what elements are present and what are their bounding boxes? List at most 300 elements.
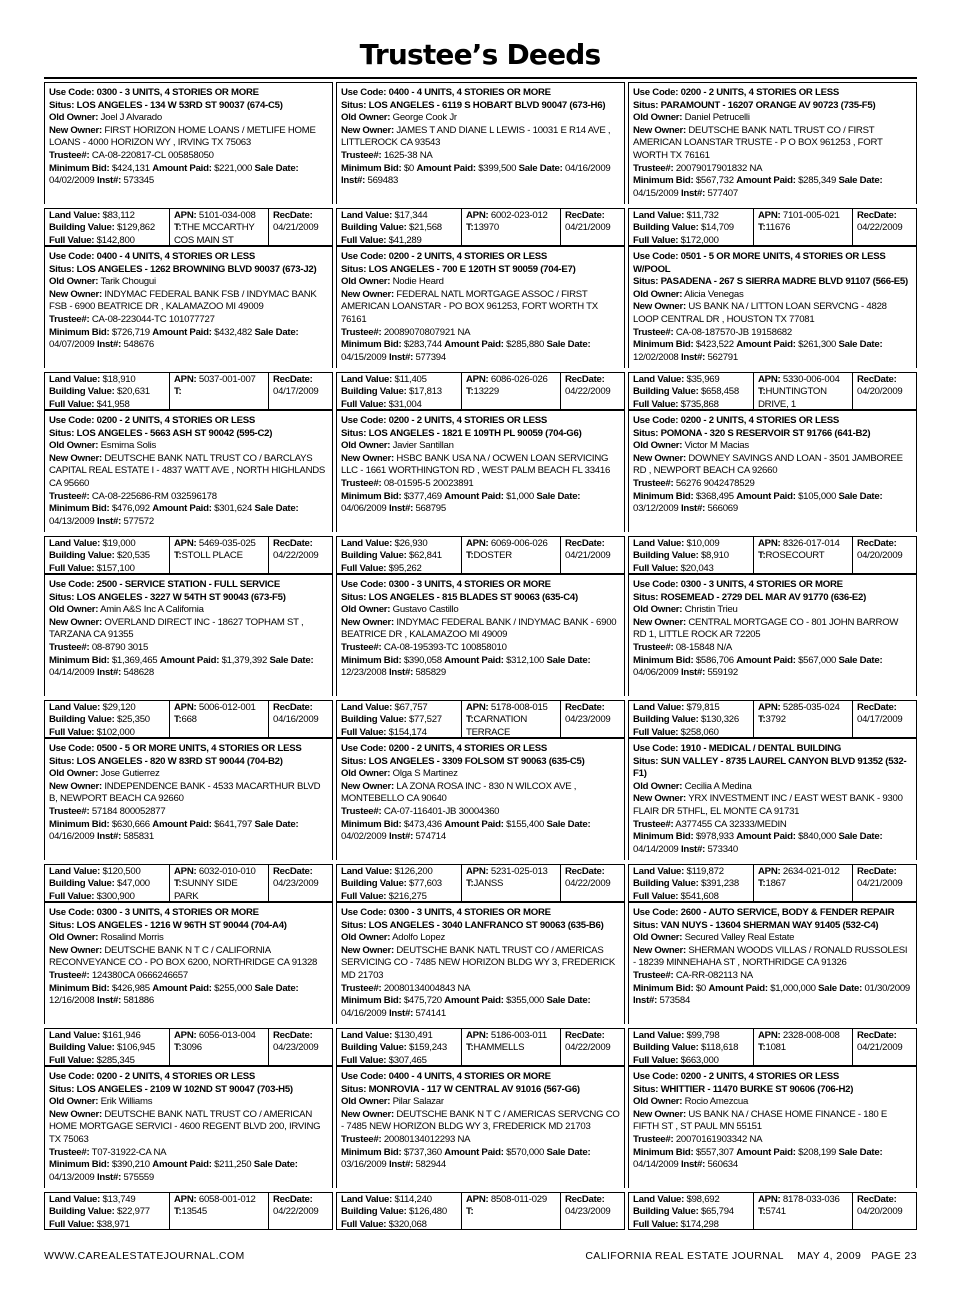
apn-cell <box>461 1029 560 1065</box>
values-cell <box>45 701 169 737</box>
deed-record <box>336 574 625 738</box>
full-value: $31,004 <box>388 398 422 409</box>
land-value-label: Land Value: <box>341 1194 393 1205</box>
land-value-label: Land Value: <box>341 210 393 221</box>
inst-label: Inst#: <box>633 995 658 1007</box>
deed-record <box>628 902 917 1066</box>
sale-date: 04/14/2009 <box>633 843 679 855</box>
old-owner-label: Old Owner: <box>341 604 391 616</box>
apn-cell <box>461 1193 560 1229</box>
full-value: $541,608 <box>680 890 719 901</box>
use-code: Use Code: 0200 - 2 UNITS, 4 STORIES OR LESS <box>49 415 256 426</box>
old-owner: Alicia Venegas <box>684 288 744 300</box>
full-value: $172,000 <box>680 234 719 245</box>
tract-label: T: <box>174 714 182 726</box>
old-owner-label: Old Owner: <box>633 604 683 616</box>
full-value-label: Full Value: <box>341 234 387 245</box>
new-owner: US BANK NA / LITTON LOAN SERVCNG - 4828 LOOP CENTRAL DR , HOUSTON TX 77081 <box>633 301 887 325</box>
recdate-cell <box>268 1029 332 1065</box>
building-value-label: Building Value: <box>49 878 115 890</box>
building-value: $25,350 <box>116 714 150 726</box>
recdate-value: 04/22/2009 <box>273 1206 319 1218</box>
situs-address: Situs: LOS ANGELES - 6119 S HOBART BLVD 90047 (673-H6) <box>341 99 606 111</box>
recdate-label: RecDate: <box>565 374 605 385</box>
amount-paid: $355,000 <box>506 995 545 1007</box>
tract-label: T: <box>466 1042 474 1054</box>
apn-number: 5186-003-011 <box>490 1030 547 1041</box>
recdate-value: 04/23/2009 <box>273 878 319 890</box>
full-value-label: Full Value: <box>633 398 679 409</box>
tract-label: T: <box>174 222 182 234</box>
sale-date-label: Sale Date: <box>838 490 883 502</box>
use-code: Use Code: 0200 - 2 UNITS, 4 STORIES OR LESS <box>633 415 840 426</box>
amount-paid: $1,000,000 <box>770 982 816 994</box>
sale-date-label: Sale Date: <box>838 175 883 187</box>
recdate-cell <box>268 209 332 245</box>
old-owner: Erik Williams <box>100 1096 153 1108</box>
minimum-bid-label: Minimum Bid: <box>633 339 694 351</box>
old-owner: Rosalind Morris <box>100 932 164 944</box>
deed-values-row <box>44 700 333 738</box>
deed-values-row <box>628 536 917 574</box>
tract-label: T: <box>758 222 766 234</box>
sale-date-label: Sale Date: <box>254 162 299 174</box>
new-owner-label: New Owner: <box>341 452 394 464</box>
land-value: $83,112 <box>102 210 135 221</box>
full-value-label: Full Value: <box>49 562 95 573</box>
sale-date: 04/16/2009 <box>49 831 95 843</box>
apn-number: 5037-001-007 <box>198 374 256 385</box>
land-value-label: Land Value: <box>341 374 393 385</box>
tract-label: T: <box>758 386 766 398</box>
amount-paid: $1,379,392 <box>221 654 268 666</box>
apn-label: APN: <box>174 702 197 713</box>
trustee-label: Trustee#: <box>49 805 90 817</box>
full-value-label: Full Value: <box>633 1218 679 1229</box>
use-code: Use Code: 0200 - 2 UNITS, 4 STORIES OR LESS <box>341 415 548 426</box>
old-owner: Tarik Chougui <box>100 276 156 288</box>
sale-date-label: Sale Date: <box>269 654 314 666</box>
apn-label: APN: <box>758 374 781 385</box>
deed-record <box>336 738 625 902</box>
land-value: $26,930 <box>394 538 428 549</box>
apn-label: APN: <box>758 1030 781 1041</box>
values-cell <box>337 373 461 409</box>
trustee-label: Trustee#: <box>633 1133 674 1145</box>
sale-date-label: Sale Date: <box>546 995 591 1007</box>
building-value: $77,603 <box>408 878 442 890</box>
inst-number: 573345 <box>123 175 154 187</box>
recdate-value: 04/17/2009 <box>273 386 319 398</box>
apn-label: APN: <box>758 210 781 221</box>
use-code: Use Code: 0200 - 2 UNITS, 4 STORIES OR LESS <box>633 1071 840 1082</box>
trustee-label: Trustee#: <box>633 969 674 981</box>
land-value-label: Land Value: <box>633 374 685 385</box>
inst-number: 574141 <box>415 1007 446 1019</box>
inst-number: 566069 <box>707 503 738 515</box>
new-owner: CENTRAL MORTGAGE CO - 801 JOHN BARROW RD 1, LITTLE ROCK AR 72205 <box>633 616 899 641</box>
use-code: Use Code: 0500 - 5 OR MORE UNITS, 4 STORIES OR LESS <box>49 743 302 754</box>
tract-name: 3792 <box>765 714 786 726</box>
footer-website[interactable]: WWW.CAREALESTATEJOURNAL.COM <box>44 1250 245 1262</box>
amount-paid: $570,000 <box>506 1146 545 1158</box>
full-value: $38,971 <box>96 1218 130 1229</box>
minimum-bid: $0 <box>695 982 707 994</box>
recdate-cell <box>852 537 916 573</box>
minimum-bid: $368,495 <box>695 490 734 502</box>
amount-paid-label: Amount Paid: <box>152 326 212 338</box>
tract-label: T: <box>466 714 474 726</box>
minimum-bid-label: Minimum Bid: <box>49 818 110 830</box>
building-value: $106,945 <box>116 1042 155 1054</box>
full-value: $320,068 <box>388 1218 427 1229</box>
apn-label: APN: <box>758 702 781 713</box>
inst-number: 548628 <box>123 667 154 679</box>
minimum-bid: $283,744 <box>403 339 442 351</box>
trustee-label: Trustee#: <box>633 818 674 830</box>
inst-label: Inst#: <box>388 503 414 515</box>
new-owner-label: New Owner: <box>633 616 686 628</box>
inst-label: Inst#: <box>96 515 122 527</box>
land-value-label: Land Value: <box>49 702 101 713</box>
tract-label: T: <box>466 222 474 234</box>
apn-label: APN: <box>174 374 197 385</box>
use-code: Use Code: 0300 - 3 UNITS, 4 STORIES OR MORE <box>49 87 259 98</box>
amount-paid: $1,000 <box>506 490 534 502</box>
tract-label: T: <box>174 550 182 562</box>
building-value: $65,794 <box>700 1206 734 1218</box>
values-cell <box>45 1193 169 1229</box>
tract-label: T: <box>466 878 474 890</box>
apn-label: APN: <box>174 210 197 221</box>
building-value-label: Building Value: <box>633 550 699 562</box>
building-value-label: Building Value: <box>633 222 699 234</box>
building-value: $22,977 <box>116 1206 150 1218</box>
recdate-cell <box>560 373 624 409</box>
values-cell <box>629 1029 753 1065</box>
situs-address: Situs: LOS ANGELES - 1262 BROWNING BLVD 90037 (673-J2) <box>49 263 317 275</box>
building-value-label: Building Value: <box>633 714 699 726</box>
old-owner: Joel J Alvarado <box>100 112 162 124</box>
apn-cell <box>461 865 560 901</box>
trustee-number: CA-08-195393-TC 100858010 <box>383 641 507 653</box>
inst-number: 581886 <box>123 995 154 1007</box>
amount-paid: $208,199 <box>798 1146 837 1158</box>
use-code: Use Code: 2600 - AUTO SERVICE, BODY & FENDER REPAIR <box>633 907 895 918</box>
tract-name: 11676 <box>765 222 791 234</box>
old-owner: Cecilia A Medina <box>684 780 752 792</box>
tract-label: T: <box>466 1206 474 1218</box>
deed-info <box>44 738 333 860</box>
building-value: $20,535 <box>116 550 150 562</box>
apn-cell <box>461 537 560 573</box>
building-value-label: Building Value: <box>341 386 407 398</box>
trustee-number: 20070161903342 NA <box>675 1133 763 1145</box>
inst-label: Inst#: <box>680 1159 706 1171</box>
amount-paid-label: Amount Paid: <box>152 818 212 830</box>
deed-record <box>628 574 917 738</box>
apn-number: 2328-008-008 <box>782 1030 840 1041</box>
land-value: $67,757 <box>394 702 428 713</box>
situs-address: Situs: WHITTIER - 11470 BURKE ST 90606 (706-H2) <box>633 1083 854 1095</box>
use-code: Use Code: 0200 - 2 UNITS, 4 STORIES OR LESS <box>341 251 548 262</box>
situs-address: Situs: POMONA - 320 S RESERVOIR ST 91766 (641-B2) <box>633 427 871 439</box>
deed-values-row <box>44 208 333 246</box>
new-owner: DEUTSCHE BANK N T C / CALIFORNIA RECONVEYANCE CO - PO BOX 6200, NORTHRIDGE CA 91328 <box>49 944 318 969</box>
building-value-label: Building Value: <box>633 878 699 890</box>
deed-info <box>44 246 333 368</box>
values-cell <box>45 209 169 245</box>
minimum-bid-label: Minimum Bid: <box>341 162 402 174</box>
building-value-label: Building Value: <box>49 550 115 562</box>
new-owner-label: New Owner: <box>341 780 394 792</box>
apn-cell <box>169 209 268 245</box>
tract-label: T: <box>466 386 474 398</box>
recdate-label: RecDate: <box>857 374 897 385</box>
deed-values-row <box>336 1192 625 1230</box>
use-code: Use Code: 0300 - 3 UNITS, 4 STORIES OR MORE <box>49 907 259 918</box>
old-owner-label: Old Owner: <box>49 276 99 288</box>
land-value-label: Land Value: <box>49 1194 101 1205</box>
tract-name: HAMMELLS <box>473 1042 525 1054</box>
full-value: $663,000 <box>680 1054 719 1065</box>
apn-label: APN: <box>466 866 489 877</box>
amount-paid: $211,250 <box>214 1159 252 1171</box>
apn-cell <box>169 373 268 409</box>
new-owner-label: New Owner: <box>341 616 394 628</box>
values-cell <box>337 1029 461 1065</box>
inst-label: Inst#: <box>96 831 122 843</box>
recdate-label: RecDate: <box>857 538 897 549</box>
sale-date: 04/16/2009 <box>341 1007 387 1019</box>
inst-number: 562791 <box>707 351 738 363</box>
new-owner-label: New Owner: <box>633 793 686 805</box>
old-owner-label: Old Owner: <box>49 1096 99 1108</box>
minimum-bid-label: Minimum Bid: <box>341 995 402 1007</box>
apn-label: APN: <box>758 538 781 549</box>
apn-cell <box>461 701 560 737</box>
amount-paid-label: Amount Paid: <box>736 831 796 843</box>
apn-label: APN: <box>466 1194 489 1205</box>
trustee-label: Trustee#: <box>341 982 382 994</box>
inst-label: Inst#: <box>680 187 706 199</box>
minimum-bid: $557,307 <box>695 1146 734 1158</box>
apn-cell <box>753 865 852 901</box>
recdate-label: RecDate: <box>565 210 605 221</box>
values-cell <box>629 209 753 245</box>
trustee-number: 1625-38 NA <box>383 149 433 161</box>
deed-info <box>44 410 333 532</box>
trustee-label: Trustee#: <box>341 805 382 817</box>
land-value-label: Land Value: <box>341 866 393 877</box>
full-value: $41,289 <box>388 234 422 245</box>
building-value: $8,910 <box>700 550 729 562</box>
minimum-bid-label: Minimum Bid: <box>49 326 110 338</box>
new-owner: FIRST HORIZON HOME LOANS / METLIFE HOME LOANS - 4000 HORIZON WY , IRVING TX 75063 <box>49 124 316 149</box>
apn-label: APN: <box>758 866 781 877</box>
deed-record <box>44 1066 333 1230</box>
minimum-bid: $424,131 <box>111 162 150 174</box>
amount-paid-label: Amount Paid: <box>444 490 504 502</box>
apn-number: 5231-025-013 <box>490 866 548 877</box>
trustee-number: 20089070807921 NA <box>383 326 471 338</box>
situs-address: Situs: LOS ANGELES - 5663 ASH ST 90042 (595-C2) <box>49 427 273 439</box>
amount-paid-label: Amount Paid: <box>444 1146 504 1158</box>
building-value: $126,480 <box>408 1206 447 1218</box>
amount-paid: $155,400 <box>506 818 545 830</box>
tract-name: 3096 <box>181 1042 202 1054</box>
values-cell <box>629 865 753 901</box>
new-owner: LA ZONA ROSA INC - 830 N WILCOX AVE , MONTEBELLO CA 90640 <box>341 780 577 805</box>
amount-paid-label: Amount Paid: <box>708 982 768 994</box>
deed-record <box>336 246 625 410</box>
building-value-label: Building Value: <box>633 1042 699 1054</box>
deed-record <box>628 82 917 246</box>
old-owner-label: Old Owner: <box>341 440 391 452</box>
sale-date: 01/30/2009 <box>864 982 910 994</box>
minimum-bid-label: Minimum Bid: <box>341 490 402 502</box>
minimum-bid: $377,469 <box>403 490 442 502</box>
apn-label: APN: <box>174 1030 197 1041</box>
building-value: $159,243 <box>408 1042 447 1054</box>
apn-number: 6086-026-026 <box>490 374 548 385</box>
recdate-cell <box>852 209 916 245</box>
recdate-cell <box>268 865 332 901</box>
new-owner: US BANK NA / CHASE HOME FINANCE - 180 E FIFTH ST , ST PAUL MN 55151 <box>633 1108 888 1133</box>
values-cell <box>629 373 753 409</box>
old-owner: Jose Gutierrez <box>100 768 160 780</box>
minimum-bid: $586,706 <box>695 654 734 666</box>
sale-date-label: Sale Date: <box>838 1146 883 1158</box>
full-value-label: Full Value: <box>49 234 95 245</box>
recdate-value: 04/21/2009 <box>273 222 319 234</box>
sale-date-label: Sale Date: <box>546 339 591 351</box>
values-cell <box>629 537 753 573</box>
deed-values-row <box>336 1028 625 1066</box>
situs-address: Situs: LOS ANGELES - 820 W 83RD ST 90044 (704-B2) <box>49 755 283 767</box>
inst-number: 577407 <box>707 187 738 199</box>
land-value-label: Land Value: <box>49 866 101 877</box>
old-owner-label: Old Owner: <box>633 112 683 124</box>
apn-number: 5330-006-004 <box>782 374 840 385</box>
apn-number: 5285-035-024 <box>782 702 840 713</box>
situs-address: Situs: LOS ANGELES - 1821 E 109TH PL 90059 (704-G6) <box>341 427 582 439</box>
apn-cell <box>169 537 268 573</box>
tract-name: THE MCCARTHY COS MAIN ST <box>174 222 255 245</box>
values-cell <box>629 1193 753 1229</box>
building-value-label: Building Value: <box>341 222 407 234</box>
sale-date: 04/14/2009 <box>49 667 95 679</box>
land-value: $119,872 <box>686 866 724 877</box>
apn-number: 6002-023-012 <box>490 210 548 221</box>
sale-date-label: Sale Date: <box>818 982 863 994</box>
building-value-label: Building Value: <box>49 222 115 234</box>
tract-label: T: <box>174 878 182 890</box>
land-value: $130,491 <box>394 1030 433 1041</box>
old-owner: Esmirna Solis <box>100 440 157 452</box>
new-owner-label: New Owner: <box>633 1108 686 1120</box>
amount-paid-label: Amount Paid: <box>736 654 796 666</box>
full-value-label: Full Value: <box>49 1218 95 1229</box>
apn-number: 6069-006-026 <box>490 538 548 549</box>
minimum-bid-label: Minimum Bid: <box>341 818 402 830</box>
situs-address: Situs: LOS ANGELES - 134 W 53RD ST 90037 (674-C5) <box>49 99 283 111</box>
apn-label: APN: <box>466 1030 489 1041</box>
full-value-label: Full Value: <box>633 726 679 737</box>
full-value-label: Full Value: <box>49 726 95 737</box>
building-value: $14,709 <box>700 222 734 234</box>
inst-label: Inst#: <box>680 503 706 515</box>
building-value-label: Building Value: <box>49 714 115 726</box>
land-value: $29,120 <box>102 702 136 713</box>
tract-name: CARNATION TERRACE <box>466 714 528 737</box>
full-value: $300,900 <box>96 890 135 901</box>
new-owner: INDYMAC FEDERAL BANK / INDYMAC BANK - 6900 BEATRICE DR , KALAMAZOO MI 49009 <box>341 616 617 641</box>
full-value: $285,345 <box>96 1054 135 1065</box>
deed-values-row <box>336 700 625 738</box>
values-cell <box>45 373 169 409</box>
building-value-label: Building Value: <box>49 386 115 398</box>
apn-cell <box>169 865 268 901</box>
situs-address: Situs: SUN VALLEY - 8735 LAUREL CANYON BLVD 91352 (532-F1) <box>633 755 907 780</box>
deed-record <box>628 738 917 902</box>
building-value: $62,841 <box>408 550 442 562</box>
land-value-label: Land Value: <box>341 1030 393 1041</box>
minimum-bid-label: Minimum Bid: <box>49 503 110 515</box>
new-owner: YRX INVESTMENT INC / EAST WEST BANK - 9300 FLAIR DR 5THFL, EL MONTE CA 91731 <box>633 793 903 817</box>
deed-info <box>628 902 917 1024</box>
apn-cell <box>169 1029 268 1065</box>
full-value: $154,174 <box>388 726 427 737</box>
apn-cell <box>753 537 852 573</box>
inst-label: Inst#: <box>388 831 414 843</box>
old-owner: Gustavo Castillo <box>392 604 459 616</box>
sale-date-label: Sale Date: <box>838 654 883 666</box>
new-owner: DEUTSCHE BANK NATL TRUST CO / FIRST AMERICAN LOANSTAR TRUSTE - P O BOX 961253 , FORT WORTH TX 76161 <box>633 124 883 161</box>
deed-values-row <box>628 864 917 902</box>
sale-date-label: Sale Date: <box>254 982 299 994</box>
use-code: Use Code: 0400 - 4 UNITS, 4 STORIES OR LESS <box>49 251 256 262</box>
land-value: $161,946 <box>102 1030 141 1041</box>
apn-cell <box>753 209 852 245</box>
sale-date-label: Sale Date: <box>546 654 591 666</box>
recdate-cell <box>560 537 624 573</box>
trustee-number: 57184 800052877 <box>91 805 166 817</box>
trustee-label: Trustee#: <box>341 641 382 653</box>
sale-date-label: Sale Date: <box>253 1159 298 1171</box>
new-owner-label: New Owner: <box>49 124 102 136</box>
trustee-label: Trustee#: <box>49 490 90 502</box>
footer-page: PAGE 23 <box>871 1250 917 1262</box>
trustee-number: 08-15848 N/A <box>675 641 733 653</box>
inst-number: 574714 <box>415 831 446 843</box>
minimum-bid-label: Minimum Bid: <box>341 1146 402 1158</box>
land-value: $126,200 <box>394 866 433 877</box>
trustee-number: 08-8790 3015 <box>91 641 149 653</box>
recdate-value: 04/17/2009 <box>857 714 903 726</box>
recdate-cell <box>268 1193 332 1229</box>
deed-record <box>44 410 333 574</box>
trustee-label: Trustee#: <box>341 477 382 489</box>
apn-number: 6032-010-010 <box>198 866 256 877</box>
amount-paid: $840,000 <box>798 831 837 843</box>
footer-publication: CALIFORNIA REAL ESTATE JOURNAL <box>585 1250 784 1262</box>
amount-paid-label: Amount Paid: <box>152 503 212 515</box>
tract-name: HUNTINGTON DRIVE, 1 <box>758 386 827 409</box>
use-code: Use Code: 0300 - 3 UNITS, 4 STORIES OR MORE <box>341 907 551 918</box>
apn-cell <box>753 373 852 409</box>
minimum-bid-label: Minimum Bid: <box>341 654 402 666</box>
